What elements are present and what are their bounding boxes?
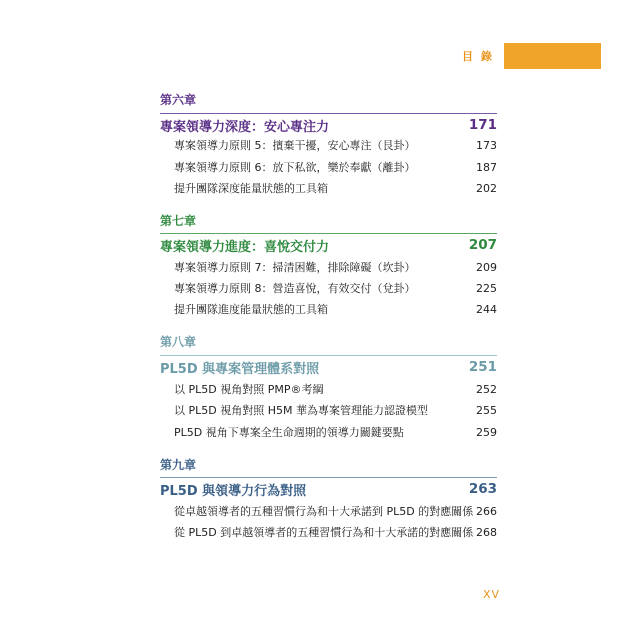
toc-entry[interactable] bbox=[174, 179, 497, 197]
section-title: 專案領導力深度：安心專注力 bbox=[160, 119, 330, 135]
header-accent-bar bbox=[504, 43, 601, 69]
entry-title: PL5D 視角下專案全生命週期的領導力關鍵要點 bbox=[174, 426, 404, 439]
toc-header-label: 目 錄 bbox=[462, 50, 494, 63]
toc-entry[interactable] bbox=[174, 258, 497, 276]
toc-entry[interactable] bbox=[174, 380, 497, 398]
entry-title: 從卓越領導者的五種習慣行為和十大承諾到 PL5D 的對應關係 bbox=[174, 505, 474, 518]
entry-page: 255 bbox=[476, 403, 497, 417]
entry-title: 專案領導力原則 7：掃清困難，排除障礙（坎卦） bbox=[174, 261, 416, 274]
section-page: 251 bbox=[468, 359, 497, 375]
entry-page: 173 bbox=[476, 138, 497, 152]
toc-entry[interactable] bbox=[174, 401, 497, 419]
entry-page: 202 bbox=[476, 181, 497, 195]
section-title: PL5D 與領導力行為對照 bbox=[160, 483, 307, 499]
entry-title: 專案領導力原則 5：擯棄干擾，安心專注（艮卦） bbox=[174, 139, 416, 152]
toc-entry[interactable] bbox=[174, 136, 497, 154]
section-page: 171 bbox=[468, 117, 497, 133]
section-title: PL5D 與專案管理體系對照 bbox=[160, 361, 320, 377]
section-title: 專案領導力進度：喜悅交付力 bbox=[160, 239, 330, 255]
toc-entry[interactable] bbox=[174, 502, 497, 520]
toc-header-tab bbox=[462, 43, 601, 69]
entry-page: 244 bbox=[476, 302, 497, 316]
toc-entry[interactable] bbox=[174, 279, 497, 297]
page-number: XV bbox=[483, 588, 501, 601]
section-page: 207 bbox=[468, 237, 497, 253]
entry-page: 266 bbox=[476, 504, 497, 518]
toc-entry[interactable] bbox=[174, 423, 497, 441]
chapter-label: 第九章 bbox=[160, 458, 197, 472]
entry-page: 225 bbox=[476, 281, 497, 295]
toc-entry[interactable] bbox=[174, 523, 497, 541]
entry-title: 專案領導力原則 8：營造喜悅，有效交付（兌卦） bbox=[174, 282, 416, 295]
entry-title: 提升團隊進度能量狀態的工具箱 bbox=[174, 303, 328, 316]
entry-page: 252 bbox=[476, 382, 497, 396]
entry-title: 專案領導力原則 6：放下私欲，樂於奉獻（離卦） bbox=[174, 161, 416, 174]
entry-title: 以 PL5D 視角對照 PMP®考綱 bbox=[174, 383, 324, 396]
toc-entry[interactable] bbox=[174, 158, 497, 176]
chapter-label: 第七章 bbox=[160, 214, 197, 228]
entry-page: 209 bbox=[476, 260, 497, 274]
entry-title: 提升團隊深度能量狀態的工具箱 bbox=[174, 182, 328, 195]
section-heading[interactable] bbox=[160, 113, 497, 136]
section-heading[interactable] bbox=[160, 233, 497, 256]
entry-page: 259 bbox=[476, 425, 497, 439]
section-page: 263 bbox=[468, 481, 497, 497]
chapter-label: 第六章 bbox=[160, 93, 197, 107]
entry-page: 268 bbox=[476, 525, 497, 539]
chapter-label: 第八章 bbox=[160, 335, 197, 349]
entry-title: 從 PL5D 到卓越領導者的五種習慣行為和十大承諾的對應關係 bbox=[174, 526, 474, 539]
toc-entry[interactable] bbox=[174, 300, 497, 318]
entry-page: 187 bbox=[476, 160, 497, 174]
section-heading[interactable] bbox=[160, 477, 497, 500]
entry-title: 以 PL5D 視角對照 H5M 華為專案管理能力認證模型 bbox=[174, 404, 428, 417]
section-heading[interactable] bbox=[160, 355, 497, 378]
